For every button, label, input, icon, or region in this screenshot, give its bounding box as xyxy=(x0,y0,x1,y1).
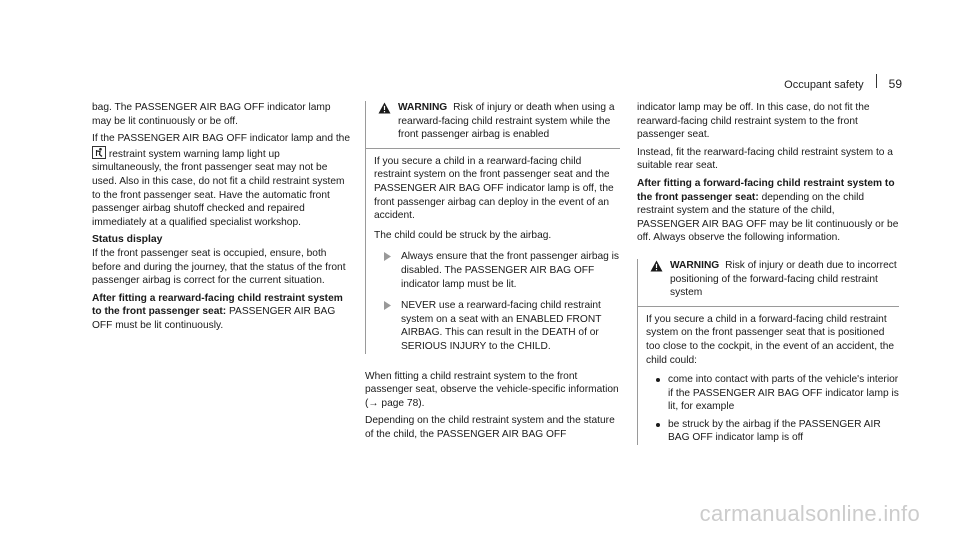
header-divider xyxy=(876,74,877,88)
paragraph: If the PASSENGER AIR BAG OFF indicator lamp and the restraint system warning lamp light up simultaneously, the front passenger seat may not be used. Also in this case, do not fit a child restraint system to the front passenger seat. Have the automatic front passenger airbag shutoff checked and repaired immediately at a qualified specialist workshop. xyxy=(92,133,350,228)
watermark: carmanualsonline.info xyxy=(699,501,920,526)
warning-label: WARNING xyxy=(670,259,720,271)
paragraph: indicator lamp may be off. In this case, do not fit the rearward-facing child restraint system to the front passenger seat. xyxy=(637,102,870,141)
inline-heading: After fitting a rearward-facing child restraint system to the front passenger seat: xyxy=(92,292,343,318)
list-item: be struck by the airbag if the PASSENGER AIR BAG OFF indicator lamp is off xyxy=(656,418,899,445)
bullet-dot xyxy=(656,378,660,382)
column-left xyxy=(92,101,350,337)
page-number: 59 xyxy=(888,77,902,91)
paragraph: The child could be struck by the airbag. xyxy=(374,229,552,241)
instruction-step: NEVER use a rearward-facing child restraint system on a seat with an ENABLED FRONT AIRBAG. This can result in the DEATH of or SERIOUS INJURY to the CHILD. xyxy=(384,299,620,353)
bullet-dot xyxy=(656,423,660,427)
list-item: come into contact with parts of the vehicle's interior if the PASSENGER AIR BAG OFF indicator lamp is lit, for example xyxy=(656,373,899,414)
warning-triangle-icon xyxy=(650,260,664,277)
section-title: Occupant safety xyxy=(784,79,864,91)
warning-box xyxy=(637,259,899,445)
inline-heading: After fitting a forward-facing child restraint system to the front passenger seat: xyxy=(637,177,895,203)
section-heading-status-display: Status display xyxy=(92,234,163,246)
paragraph: After fitting a rearward-facing child restraint system to the front passenger seat: PASSENGER AIR BAG OFF must be lit continuously. xyxy=(92,292,343,331)
paragraph: Depending on the child restraint system and the stature of the child, the PASSENGER AIR BAG OFF xyxy=(365,415,615,440)
paragraph: Instead, fit the rearward-facing child restraint system to a suitable rear seat. xyxy=(637,146,893,172)
warning-label: WARNING xyxy=(398,102,448,113)
child-seat-restraint-icon xyxy=(92,146,106,159)
paragraph: If you secure a child in a rearward-facing child restraint system on the front passenger seat and the PASSENGER AIR BAG OFF indicator lamp is off, the front passenger airbag can deploy in the event of an accident. xyxy=(374,155,614,222)
warning-heading: Risk of injury or death due to incorrect positioning of the forward-facing child restraint system xyxy=(670,259,897,299)
warning-header xyxy=(638,259,899,307)
warning-header xyxy=(366,101,620,149)
step-arrow-icon xyxy=(384,252,391,291)
paragraph: After fitting a forward-facing child restraint system to the front passenger seat: depending on the child restraint system and the stature of the child, PASSENGER AIR BAG OFF may be lit continuously or be off. Always observe the following information. xyxy=(637,177,899,244)
instruction-step: Always ensure that the front passenger airbag is disabled. The PASSENGER AIR BAG OFF indicator lamp must be lit. xyxy=(384,250,620,291)
paragraph: If you secure a child in a forward-facing child restraint system on the front passenger seat that is positioned too close to the cockpit, in the event of an accident, the child could: xyxy=(646,313,895,366)
step-arrow-icon xyxy=(384,301,391,353)
warning-triangle-icon xyxy=(378,102,392,119)
paragraph: When fitting a child restraint system to the front passenger seat, observe the vehicle-specific information (→ page 78). xyxy=(365,370,619,409)
warning-body xyxy=(646,313,899,445)
paragraph: bag. The PASSENGER AIR BAG OFF indicator lamp may be lit continuously or be off. xyxy=(92,102,331,127)
warning-heading: Risk of injury or death when using a rearward-facing child restraint system while the front passenger airbag is enabled xyxy=(398,102,615,141)
column-right xyxy=(637,101,899,453)
warning-box xyxy=(365,101,620,354)
paragraph: If the front passenger seat is occupied, ensure, both before and during the journey, that the status of the front passenger airbag is correct for the current situation. xyxy=(92,247,346,287)
page-header xyxy=(784,74,902,91)
warning-body xyxy=(374,155,620,354)
column-middle xyxy=(365,101,620,445)
